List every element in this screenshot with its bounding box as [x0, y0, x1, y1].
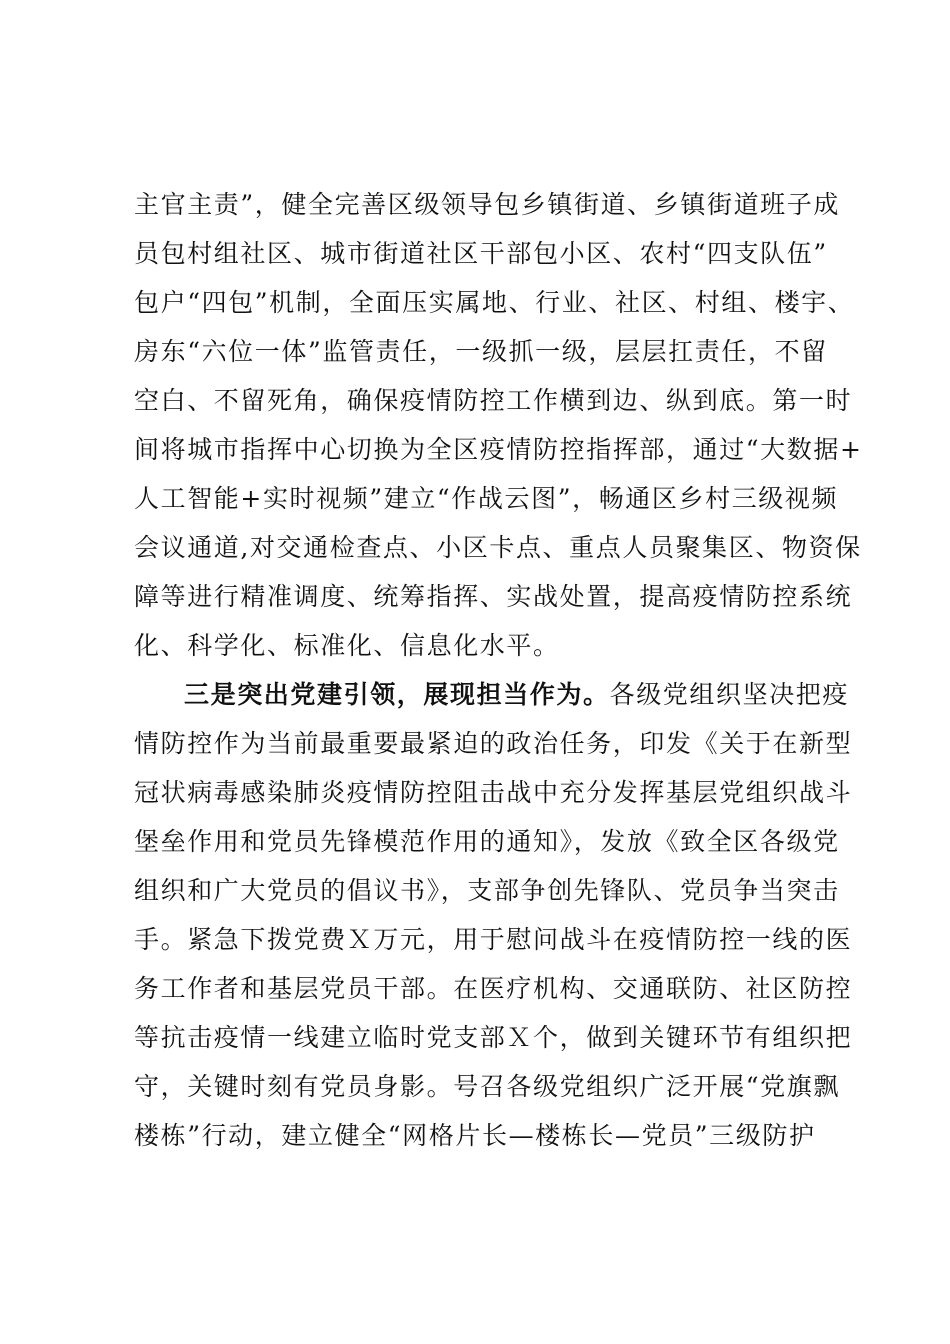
text-line: 手。紧急下拨党费Ｘ万元，用于慰问战斗在疫情防控一线的医: [134, 925, 853, 954]
text-line: 员包村组社区、城市街道社区干部包小区、农村“四支队伍”: [134, 239, 828, 268]
text-line: 堡垒作用和党员先锋模范作用的通知》，发放《致全区各级党: [134, 827, 840, 856]
text-line: 包户“四包”机制，全面压实属地、行业、社区、村组、楼宇、: [134, 288, 855, 317]
document-body: [134, 180, 863, 1160]
text-line: 情防控作为当前最重要最紧迫的政治任务，印发《关于在新型: [134, 729, 853, 758]
paragraph-2: [134, 670, 853, 1160]
text-line: 化、科学化、标准化、信息化水平。: [134, 631, 560, 660]
text-line: 房东“六位一体”监管责任，一级抓一级，层层扛责任，不留: [134, 337, 828, 366]
text-line: 务工作者和基层党员干部。在医疗机构、交通联防、社区防控: [134, 974, 853, 1003]
paragraph-first-line: [134, 670, 850, 719]
text-line: 冠状病毒感染肺炎疫情防控阻击战中充分发挥基层党组织战斗: [134, 778, 853, 807]
paragraph-1: [134, 180, 863, 670]
text-line: 会议通道,对交通检查点、小区卡点、重点人员聚集区、物资保: [134, 533, 862, 562]
text-line: 障等进行精准调度、统筹指挥、实战处置，提高疫情防控系统: [134, 582, 853, 611]
text-line: 人工智能+实时视频”建立“作战云图”，畅通区乡村三级视频: [134, 484, 839, 513]
text-line: 组织和广大党员的倡议书》，支部争创先锋队、党员争当突击: [134, 876, 840, 905]
text-line: 守，关键时刻有党员身影。号召各级党组织广泛开展“党旗飘: [134, 1072, 840, 1101]
text-line: 空白、不留死角，确保疫情防控工作横到边、纵到底。第一时: [134, 386, 853, 415]
text-line: 楼栋”行动，建立健全“网格片长—楼栋长—党员”三级防护: [134, 1121, 816, 1150]
paragraph-first-line-rest: 各级党组织坚决把疫: [609, 680, 850, 709]
text-line: 等抗击疫情一线建立临时党支部Ｘ个，做到关键环节有组织把: [134, 1023, 853, 1052]
text-line: 间将城市指挥中心切换为全区疫情防控指挥部，通过“大数据+: [134, 435, 863, 464]
paragraph-heading: 三是突出党建引领，展现担当作为。: [184, 680, 610, 709]
text-line: 主官主责”，健全完善区级领导包乡镇街道、乡镇街道班子成: [134, 190, 840, 219]
